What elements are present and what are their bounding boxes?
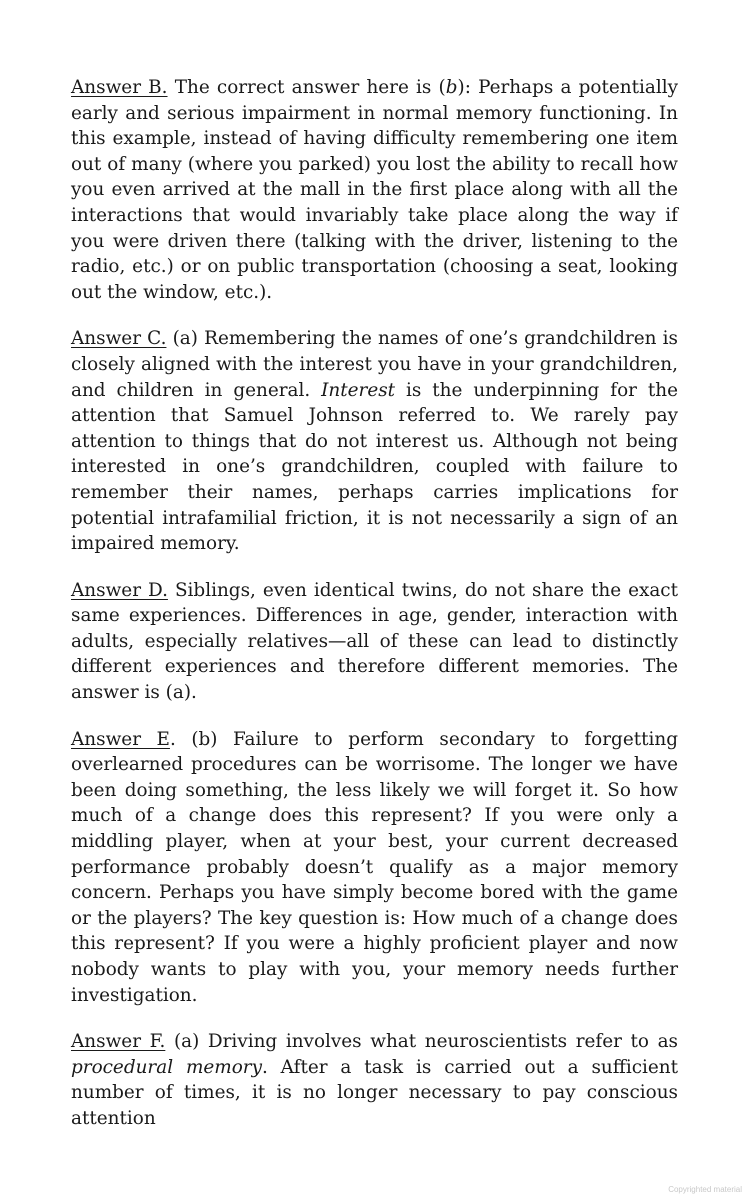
answer-b-emphasis: b — [445, 77, 458, 98]
answer-b-paragraph — [71, 75, 678, 305]
answer-f-text-1: (a) Driving involves what neuroscientists refer to as — [165, 1031, 678, 1053]
answer-e-paragraph — [71, 727, 678, 1009]
answer-e-label: Answer E — [71, 728, 170, 750]
page-body — [71, 75, 678, 1153]
copyright-watermark: Copyrighted material — [668, 1185, 742, 1194]
answer-d-label: Answer D. — [71, 579, 168, 601]
answer-f-text-2: . After a task is carried out a sufficient number of times, it is no longer necessary to pay conscious attention — [71, 1056, 678, 1129]
answer-f-paragraph — [71, 1029, 678, 1131]
answer-c-text-2: is the underpinning for the attention that Samuel Johnson referred to. We rarely pay attention to things that do not interest us. Although not being interested in one’s grandchildren, coupled with failure to remember their names, perhaps carries implications for potential intrafamilial friction, it is not necessarily a sign of an impaired memory. — [71, 379, 678, 555]
answer-c-paragraph — [71, 326, 678, 556]
answer-c-text-1: (a) Remembering the names of one’s grandchildren is closely aligned with the interest you have in your grandchildren, and children in general. — [71, 328, 678, 401]
answer-c-label: Answer C. — [71, 328, 167, 350]
answer-b-text-1: The correct answer here is ( — [167, 77, 446, 98]
answer-f-label: Answer F. — [71, 1031, 166, 1053]
answer-b-label: Answer B. — [71, 77, 168, 98]
answer-d-text-1: Siblings, even identical twins, do not share the exact same experiences. Differences in age, gender, interaction with adults, especially relatives—all of these can lead to distinctly different experiences and therefore different memories. The answer is (a). — [71, 579, 679, 704]
answer-d-paragraph — [71, 578, 678, 706]
answer-f-emphasis: procedural memory — [71, 1056, 262, 1078]
answer-e-text-1: . (b) Failure to perform secondary to forgetting overlearned procedures can be worrisome. The longer we have been doing something, the less likely we will forget it. So how much of a change does this represent? If you were only a middling player, when at your best, your current decreased performance probably doesn’t qualify as a major memory concern. Perhaps you have simply become bored with the game or the players? The key question is: How much of a change does this represent? If you were a highly proficient player and now nobody wants to play with you, your memory needs further investigation. — [71, 728, 678, 1006]
answer-c-emphasis: Interest — [321, 379, 396, 401]
answer-b-text-2: ): Perhaps a potentially early and serious impairment in normal memory functioning. In this example, instead of having difficulty remembering one item out of many (where you parked) you lost the ability to recall how you even arrived at the mall in the first place along with all the interactions that would invariably take place along the way if you were driven there (talking with the driver, listening to the radio, etc.) or on public transportation (choosing a seat, looking out the window, etc.). — [71, 77, 678, 303]
